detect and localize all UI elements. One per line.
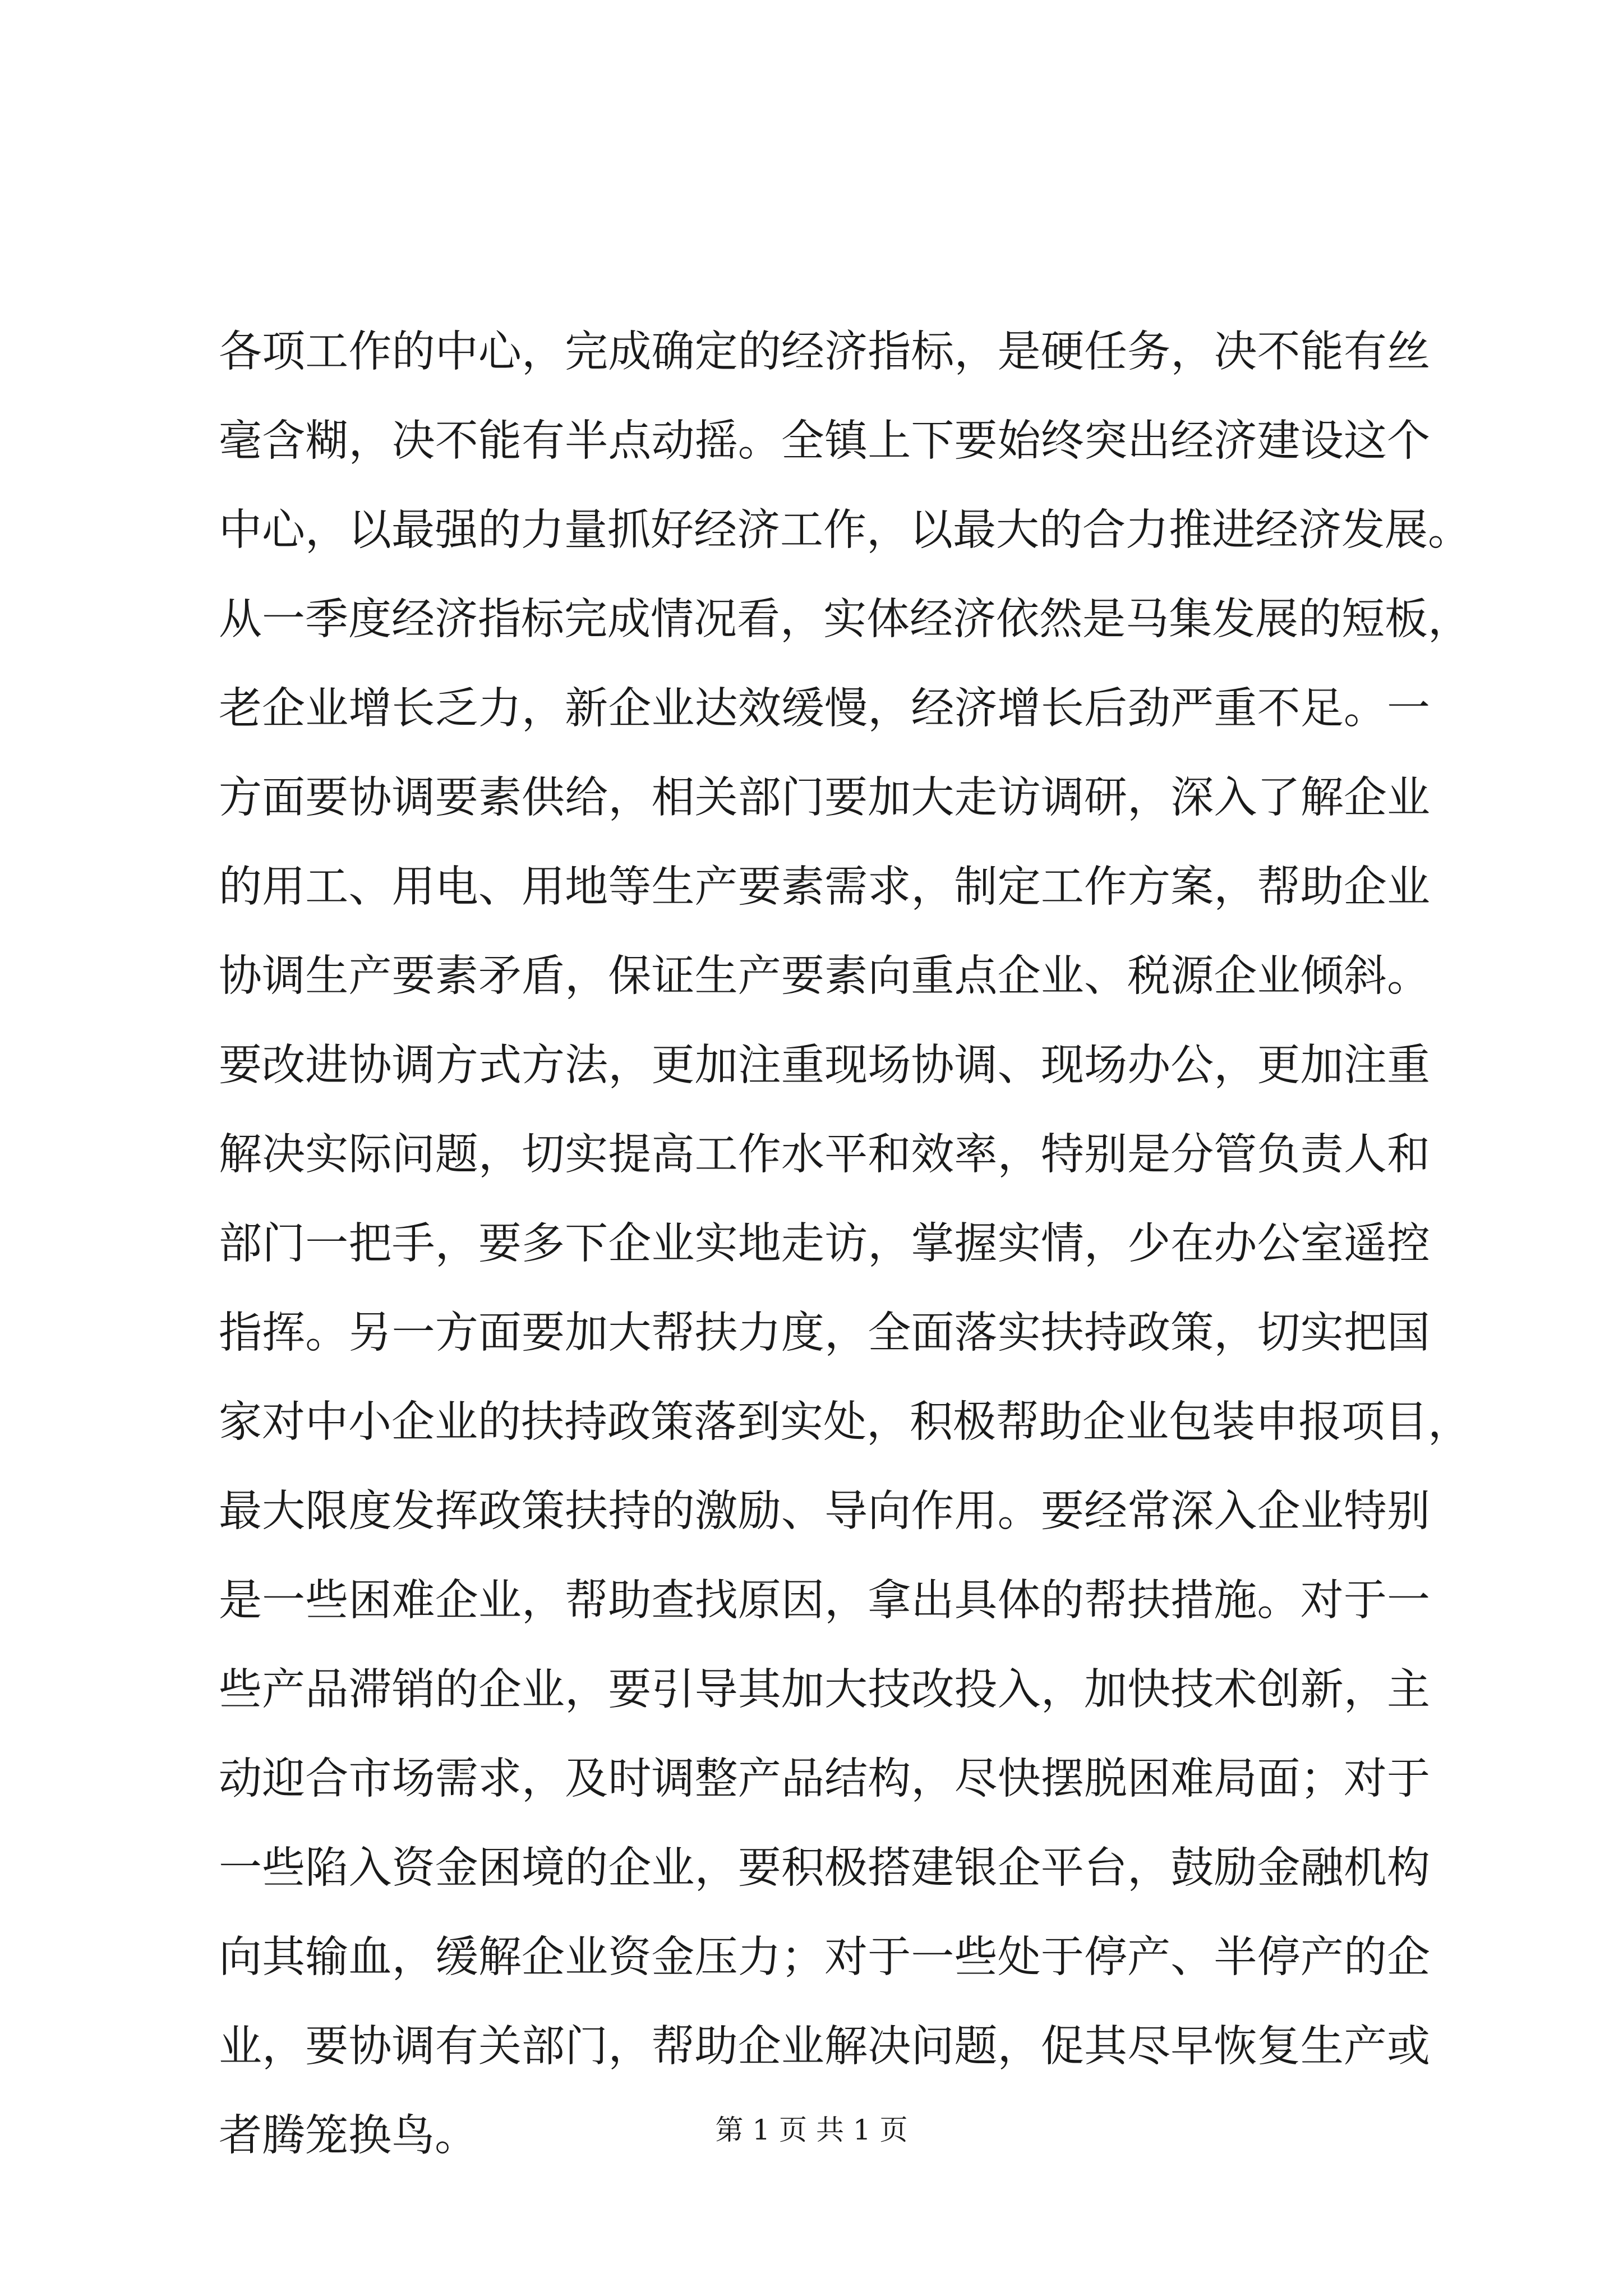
text-line: 老企业增长乏力，新企业达效缓慢，经济增长后劲严重不足。一 — [219, 684, 1430, 734]
text-line: 毫含糊，决不能有半点动摇。全镇上下要始终突出经济建设这个 — [219, 416, 1430, 466]
text-line: 部门一把手，要多下企业实地走访，掌握实情，少在办公室遥控 — [219, 1219, 1430, 1269]
text-line: 最大限度发挥政策扶持的激励、导向作用。要经常深入企业特别 — [219, 1487, 1430, 1536]
text-line: 从一季度经济指标完成情况看，实体经济依然是马集发展的短板， — [219, 595, 1471, 645]
text-line: 一些陷入资金困境的企业，要积极搭建银企平台，鼓励金融机构 — [219, 1843, 1430, 1893]
text-line: 各项工作的中心，完成确定的经济指标，是硬任务，决不能有丝 — [219, 327, 1430, 377]
text-line: 向其输血，缓解企业资金压力；对于一些处于停产、半停产的企 — [219, 1932, 1430, 1982]
text-line: 方面要协调要素供给，相关部门要加大走访调研，深入了解企业 — [219, 773, 1430, 823]
page-number-footer: 第 1 页 共 1 页 — [715, 2114, 908, 2146]
text-line: 解决实际问题，切实提高工作水平和效率，特别是分管负责人和 — [219, 1130, 1430, 1180]
text-line: 是一些困难企业，帮助查找原因，拿出具体的帮扶措施。对于一 — [219, 1576, 1430, 1626]
text-line: 动迎合市场需求，及时调整产品结构，尽快摆脱困难局面；对于 — [219, 1754, 1430, 1804]
text-line: 些产品滞销的企业，要引导其加大技改投入，加快技术创新，主 — [219, 1665, 1430, 1715]
text-line: 中心，以最强的力量抓好经济工作，以最大的合力推进经济发展。 — [219, 505, 1471, 555]
text-line: 家对中小企业的扶持政策落到实处，积极帮助企业包装申报项目， — [219, 1397, 1471, 1447]
text-line: 要改进协调方式方法，更加注重现场协调、现场办公，更加注重 — [219, 1041, 1430, 1091]
text-line: 指挥。另一方面要加大帮扶力度，全面落实扶持政策，切实把国 — [219, 1308, 1430, 1358]
text-line: 业，要协调有关部门，帮助企业解决问题，促其尽早恢复生产或 — [219, 2022, 1430, 2072]
text-line: 者腾笼换鸟。 — [219, 2111, 478, 2161]
text-line: 协调生产要素矛盾，保证生产要素向重点企业、税源企业倾斜。 — [219, 951, 1430, 1001]
text-line: 的用工、用电、用地等生产要素需求，制定工作方案，帮助企业 — [219, 862, 1430, 912]
body-paragraph — [219, 307, 1471, 2180]
